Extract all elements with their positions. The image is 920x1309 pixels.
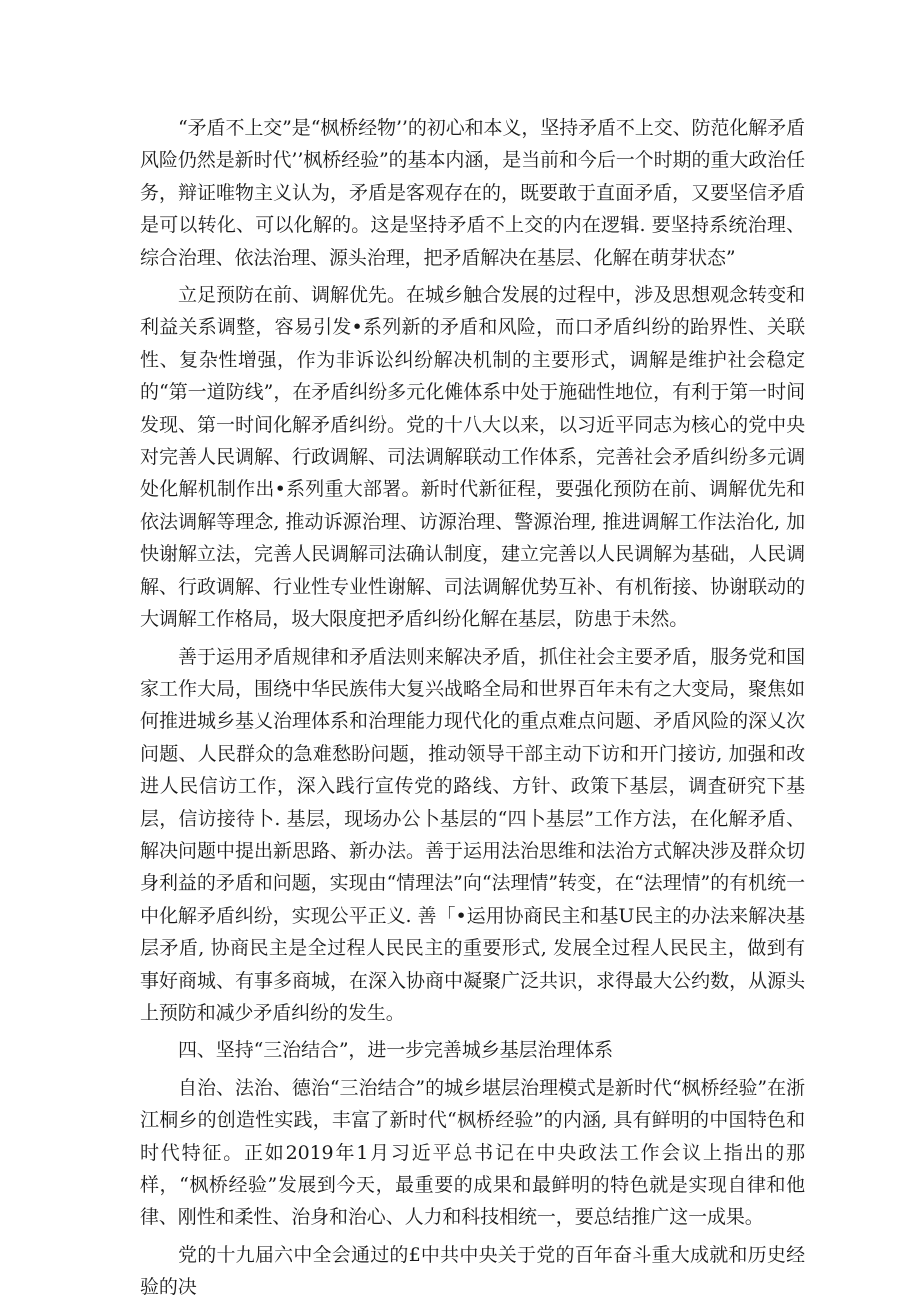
paragraph-conflict-laws: 善于运用矛盾规律和矛盾法则来解决矛盾，抓住社会主要矛盾，服务党和国家工作大局，围绕中华民族伟大复兴战略全局和世界百年未有之大变局，聚焦如何推进城乡基乂治理体系和治理能力现代化的重点难点问题、矛盾风险的深乂次问题、人民群众的急难愁盼问题，推动领导干部主动下访和开门接访, 加强和改进人民信访工作，深入践行宣传党的路线、方针、政策下基层，调査研究下基层，信访接待卜. 基层，现场办公卜基层的“四卜基层”工作方法，在化解矛盾、解决问题中提出新思路、新办法。善于运用法治思维和法治方式解决涉及群众切身利益的矛盾和问题，实现由“情理法”向“法理情”转变，在“法理情”的有机统一中化解矛盾纠纷，实现公平正义. 善「•运用协商民主和基U民主的办法来解决基层矛盾, 协商民主是全过程人民民主的重要形式, 发展全过程人民民主，做到有事好商城、有事多商城，在深入协商中凝聚广泛共识，求得最大公约数，从源头上预防和减少矛盾纠纷的发生。 [140, 645, 805, 1024]
paragraph-prevention-mediation: 立足预防在前、调解优先。在城乡触合发展的过程中，涉及思想观念转变和利益关系调整，容易引发•系列新的矛盾和风险，而口矛盾纠纷的跆界性、关联性、复杂性增强，作为非诉讼纠纷解决机制的主要形式，调解是维护社会稳定的“第一道防线”，在矛盾纠纷多元化傩体系中处于施础性地位，有利于第一时间发现、第一时间化解矛盾纠纷。党的十八大以来，以习近平同志为核心的党中央对完善人民调解、行政调解、司法调解联动工作体系，完善社会矛盾纠纷多元调处化解机制作出•系列重大部署。新时代新征程，要强化预防在前、调解优先和依法调解等理念, 推动诉源治理、访源治理、警源治理, 推进调解工作法治化, 加快谢解立法，完善人民调解司法确认制度，建立完善以人民调解为基础，人民调解、行政调解、行业性专业性谢解、司法调解优势互补、有机衔接、协谢联动的大调解工作格局，圾大限度把矛盾纠纷化解在基层，防患于未然。 [140, 284, 805, 631]
document-body [140, 112, 805, 1309]
paragraph-conflict-not-upward: “矛盾不上交”是“枫桥经物’’的初心和本义，坚持矛盾不上交、防范化解矛盾风险仍然是新时代’’枫桥经验”的基本内涵，是当前和今后一个时期的重大政治任务，辩证唯物主义认为，矛盾是客观存在的，既要敢于直面矛盾，又要坚信矛盾是可以转化、可以化解的。这是坚持矛盾不上交的内在逻辑. 要坚持系统治理、综合治理、依法治理、源头治理，把矛盾解决在基层、化解在萌芽状态” [140, 117, 805, 269]
paragraph-three-governance: 自治、法治、德治“三治结合”的城乡堪层治理模式是新时代“枫桥经验”在浙江桐乡的创造性实践，丰富了新时代“枫桥经验”的内涵, 具有鲜明的中国特色和时代特征。正如2019年1月习近平总书记在中央政法工作会议上指出的那样，“枫桥经验”发展到今天，最重要的成果和最鲜明的特色就是实现自律和他律、刚性和柔性、治身和治心、人力和科技相统一，要总结推广这一成果。 [140, 1076, 805, 1229]
section-heading-four: 四、坚持“三治结合”，进一步完善城乡基层治理体系 [178, 1039, 614, 1062]
paragraph-sixth-plenum: 党的十九届六中全会通过的£中共中央关于党的百年奋斗重大成就和历史经验的决 [140, 1243, 805, 1299]
